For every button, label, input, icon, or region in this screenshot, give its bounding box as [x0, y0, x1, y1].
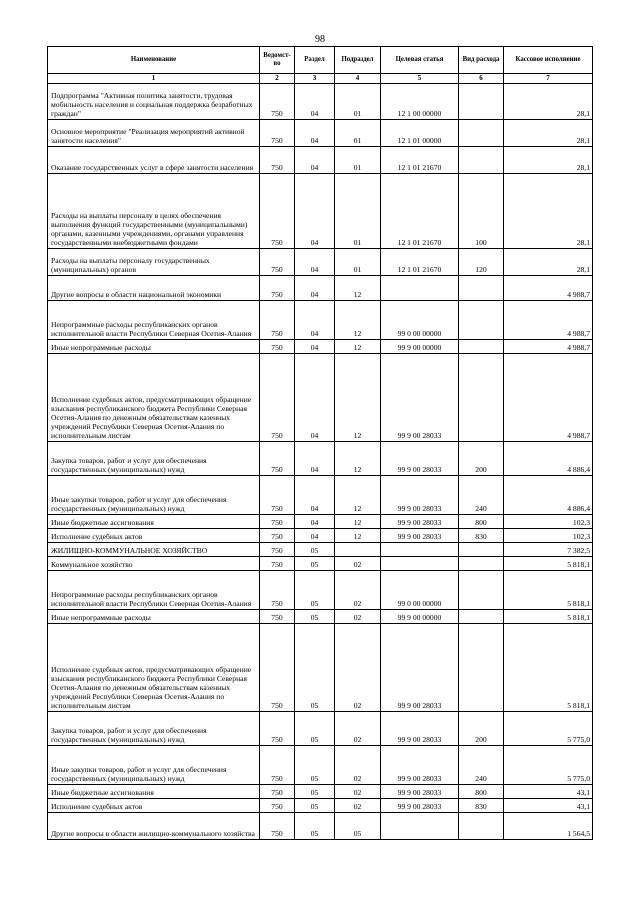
row-podrazdel: 01: [335, 174, 381, 249]
row-razdel: 04: [295, 442, 335, 476]
row-razdel: 04: [295, 147, 335, 174]
row-amount: 7 382,5: [504, 543, 593, 557]
row-ved: 750: [260, 543, 295, 557]
row-razdel: 04: [295, 354, 335, 442]
row-ved: 750: [260, 476, 295, 515]
row-amount: 5 775,0: [504, 746, 593, 785]
table-row: [48, 543, 593, 557]
row-ved: 750: [260, 785, 295, 799]
row-razdel: 04: [295, 476, 335, 515]
table-row: [48, 147, 593, 174]
col-header-podrazdel: Подраздел: [335, 47, 381, 74]
row-ved: 750: [260, 120, 295, 147]
row-podrazdel: 12: [335, 301, 381, 340]
row-name: Расходы на выплаты персоналу государственных (муниципальных) органов: [48, 249, 260, 276]
row-amount: 4 886,4: [504, 442, 593, 476]
row-name: Закупка товаров, работ и услуг для обеспечения государственных (муниципальных) нужд: [48, 712, 260, 746]
row-podrazdel: 02: [335, 746, 381, 785]
table-row: [48, 276, 593, 301]
row-statya: 99 9 00 28033: [381, 442, 459, 476]
row-amount: 5 818,1: [504, 624, 593, 712]
row-vid: [459, 624, 504, 712]
row-vid: [459, 84, 504, 120]
row-razdel: 05: [295, 610, 335, 624]
row-vid: 800: [459, 515, 504, 529]
row-statya: 99 9 00 00000: [381, 340, 459, 354]
row-vid: 240: [459, 746, 504, 785]
row-name: ЖИЛИЩНО-КОММУНАЛЬНОЕ ХОЗЯЙСТВО: [48, 543, 260, 557]
row-vid: [459, 610, 504, 624]
row-ved: 750: [260, 442, 295, 476]
table-row: [48, 624, 593, 712]
row-statya: 12 1 01 21670: [381, 249, 459, 276]
row-amount: 4 988,7: [504, 301, 593, 340]
col-header-vid: Вид расхода: [459, 47, 504, 74]
table-row: [48, 571, 593, 610]
row-podrazdel: 01: [335, 249, 381, 276]
row-statya: 12 1 01 21670: [381, 147, 459, 174]
row-ved: 750: [260, 529, 295, 543]
col-header-statya: Целевая статья: [381, 47, 459, 74]
row-name: Иные бюджетные ассигнования: [48, 515, 260, 529]
row-razdel: 05: [295, 813, 335, 840]
row-razdel: 04: [295, 276, 335, 301]
row-statya: 99 9 00 28033: [381, 746, 459, 785]
row-name: Непрограммные расходы республиканских органов исполнительной власти Республики Северная Осетия-Алания: [48, 571, 260, 610]
row-vid: [459, 340, 504, 354]
row-statya: 12 1 01 21670: [381, 174, 459, 249]
column-number-row: [48, 74, 593, 84]
col-number: 2: [260, 74, 295, 84]
table-row: [48, 301, 593, 340]
row-vid: [459, 813, 504, 840]
row-name: Иные бюджетные ассигнования: [48, 785, 260, 799]
row-vid: [459, 543, 504, 557]
col-header-razdel: Раздел: [295, 47, 335, 74]
row-podrazdel: 12: [335, 276, 381, 301]
row-ved: 750: [260, 249, 295, 276]
row-podrazdel: 02: [335, 799, 381, 813]
row-name: Иные закупки товаров, работ и услуг для обеспечения государственных (муниципальных) нужд: [48, 746, 260, 785]
col-header-name: Наименование: [48, 47, 260, 74]
row-razdel: 04: [295, 120, 335, 147]
row-statya: 99 9 00 28033: [381, 515, 459, 529]
row-razdel: 05: [295, 799, 335, 813]
row-statya: [381, 276, 459, 301]
header-row: [48, 47, 593, 74]
row-podrazdel: 02: [335, 557, 381, 571]
row-amount: 28,1: [504, 147, 593, 174]
row-vid: 800: [459, 785, 504, 799]
row-statya: 99 9 00 28033: [381, 624, 459, 712]
row-podrazdel: 12: [335, 354, 381, 442]
table-row: [48, 84, 593, 120]
row-vid: [459, 354, 504, 442]
row-ved: 750: [260, 147, 295, 174]
row-amount: 4 886,4: [504, 476, 593, 515]
row-name: Иные непрограммные расходы: [48, 610, 260, 624]
row-vid: [459, 557, 504, 571]
row-ved: 750: [260, 746, 295, 785]
row-statya: [381, 543, 459, 557]
table-row: [48, 515, 593, 529]
col-number: 1: [48, 74, 260, 84]
row-statya: 99 9 00 00000: [381, 610, 459, 624]
row-vid: 830: [459, 799, 504, 813]
row-statya: 99 0 00 00000: [381, 301, 459, 340]
row-vid: [459, 301, 504, 340]
row-podrazdel: 12: [335, 529, 381, 543]
row-podrazdel: 02: [335, 624, 381, 712]
row-podrazdel: 12: [335, 476, 381, 515]
row-name: Подпрограмма "Активная политика занятости, трудовая мобильность населения и социальная поддержка безработных граждан": [48, 84, 260, 120]
table-row: [48, 610, 593, 624]
row-statya: 99 9 00 28033: [381, 476, 459, 515]
table-row: [48, 442, 593, 476]
row-amount: 1 564,5: [504, 813, 593, 840]
row-amount: 5 775,0: [504, 712, 593, 746]
table-row: [48, 785, 593, 799]
table-row: [48, 174, 593, 249]
row-podrazdel: 12: [335, 515, 381, 529]
row-ved: 750: [260, 84, 295, 120]
row-name: Коммунальное хозяйство: [48, 557, 260, 571]
table-row: [48, 746, 593, 785]
row-vid: 100: [459, 174, 504, 249]
row-amount: 28,1: [504, 174, 593, 249]
row-name: Иные непрограммные расходы: [48, 340, 260, 354]
row-razdel: 05: [295, 624, 335, 712]
row-razdel: 04: [295, 340, 335, 354]
col-header-amount: Кассовое исполнение: [504, 47, 593, 74]
row-razdel: 05: [295, 712, 335, 746]
page-number: 98: [315, 34, 325, 45]
row-podrazdel: 12: [335, 340, 381, 354]
row-ved: 750: [260, 301, 295, 340]
table-row: [48, 120, 593, 147]
row-statya: 12 1 01 00000: [381, 120, 459, 147]
budget-table: [47, 46, 593, 840]
row-razdel: 04: [295, 84, 335, 120]
col-number: 4: [335, 74, 381, 84]
row-razdel: 04: [295, 515, 335, 529]
row-statya: [381, 813, 459, 840]
row-podrazdel: [335, 543, 381, 557]
row-podrazdel: 02: [335, 712, 381, 746]
row-statya: 12 1 00 00000: [381, 84, 459, 120]
row-podrazdel: 02: [335, 571, 381, 610]
table-row: [48, 813, 593, 840]
row-statya: 99 9 00 28033: [381, 529, 459, 543]
row-ved: 750: [260, 624, 295, 712]
table-row: [48, 557, 593, 571]
row-ved: 750: [260, 354, 295, 442]
row-amount: 5 818,1: [504, 557, 593, 571]
row-statya: 99 0 00 00000: [381, 571, 459, 610]
row-podrazdel: 05: [335, 813, 381, 840]
row-amount: 28,1: [504, 120, 593, 147]
row-name: Исполнение судебных актов, предусматривающих обращение взыскания республиканского бюджета Республики Северная Осетия-Алания по денежным обязательствам казенных учреждений Республики Северная Осетия-Алания по исполнительным листам: [48, 624, 260, 712]
row-vid: [459, 276, 504, 301]
row-razdel: 05: [295, 557, 335, 571]
row-amount: 43,1: [504, 785, 593, 799]
row-ved: 750: [260, 340, 295, 354]
row-vid: 200: [459, 712, 504, 746]
row-vid: [459, 147, 504, 174]
row-statya: 99 9 00 28033: [381, 354, 459, 442]
row-vid: 120: [459, 249, 504, 276]
col-number: 6: [459, 74, 504, 84]
row-podrazdel: 01: [335, 84, 381, 120]
row-vid: 240: [459, 476, 504, 515]
table-row: [48, 799, 593, 813]
row-razdel: 04: [295, 301, 335, 340]
row-ved: 750: [260, 571, 295, 610]
row-ved: 750: [260, 515, 295, 529]
row-podrazdel: 01: [335, 120, 381, 147]
row-amount: 28,1: [504, 84, 593, 120]
row-razdel: 05: [295, 785, 335, 799]
table-row: [48, 340, 593, 354]
row-podrazdel: 12: [335, 442, 381, 476]
row-statya: [381, 557, 459, 571]
row-vid: [459, 571, 504, 610]
row-amount: 4 988,7: [504, 276, 593, 301]
row-razdel: 05: [295, 571, 335, 610]
row-razdel: 05: [295, 543, 335, 557]
row-ved: 750: [260, 557, 295, 571]
row-name: Закупка товаров, работ и услуг для обеспечения государственных (муниципальных) нужд: [48, 442, 260, 476]
row-amount: 102,3: [504, 529, 593, 543]
table-row: [48, 529, 593, 543]
row-amount: 102,3: [504, 515, 593, 529]
col-number: 5: [381, 74, 459, 84]
table-body: [48, 84, 593, 840]
row-razdel: 04: [295, 249, 335, 276]
row-vid: 200: [459, 442, 504, 476]
row-podrazdel: 01: [335, 147, 381, 174]
row-statya: 99 9 00 28033: [381, 785, 459, 799]
row-amount: 43,1: [504, 799, 593, 813]
row-name: Иные закупки товаров, работ и услуг для обеспечения государственных (муниципальных) нужд: [48, 476, 260, 515]
row-name: Исполнение судебных актов: [48, 529, 260, 543]
row-statya: 99 9 00 28033: [381, 712, 459, 746]
table-row: [48, 354, 593, 442]
row-ved: 750: [260, 276, 295, 301]
row-name: Непрограммные расходы республиканских органов исполнительной власти Республики Северная Осетия-Алания: [48, 301, 260, 340]
row-ved: 750: [260, 712, 295, 746]
row-podrazdel: 02: [335, 785, 381, 799]
row-amount: 5 818,1: [504, 610, 593, 624]
row-ved: 750: [260, 610, 295, 624]
row-ved: 750: [260, 174, 295, 249]
table-row: [48, 249, 593, 276]
row-name: Исполнение судебных актов: [48, 799, 260, 813]
row-ved: 750: [260, 799, 295, 813]
row-name: Оказание государственных услуг в сфере занятости населения: [48, 147, 260, 174]
row-razdel: 05: [295, 746, 335, 785]
row-amount: 4 988,7: [504, 354, 593, 442]
row-amount: 4 988,7: [504, 340, 593, 354]
row-vid: 830: [459, 529, 504, 543]
row-razdel: 04: [295, 529, 335, 543]
row-name: Другие вопросы в области национальной экономики: [48, 276, 260, 301]
table-row: [48, 712, 593, 746]
row-amount: 28,1: [504, 249, 593, 276]
row-razdel: 04: [295, 174, 335, 249]
col-number: 7: [504, 74, 593, 84]
row-name: Основное мероприятие "Реализация мероприятий активной занятости населения": [48, 120, 260, 147]
row-amount: 5 818,1: [504, 571, 593, 610]
row-name: Расходы на выплаты персоналу в целях обеспечения выполнения функций государственными (муниципальными) органами, казенными учреждениями, органами управления государственными внебюджетными фондами: [48, 174, 260, 249]
col-number: 3: [295, 74, 335, 84]
row-name: Другие вопросы в области жилищно-коммунального хозяйства: [48, 813, 260, 840]
row-ved: 750: [260, 813, 295, 840]
row-name: Исполнение судебных актов, предусматривающих обращение взыскания республиканского бюджета Республики Северная Осетия-Алания по денежным обязательствам казенных учреждений Республики Северная Осетия-Алания по исполнительным листам: [48, 354, 260, 442]
col-header-ved: Ведомст-во: [260, 47, 295, 74]
table-row: [48, 476, 593, 515]
row-vid: [459, 120, 504, 147]
row-statya: 99 9 00 28033: [381, 799, 459, 813]
row-podrazdel: 02: [335, 610, 381, 624]
